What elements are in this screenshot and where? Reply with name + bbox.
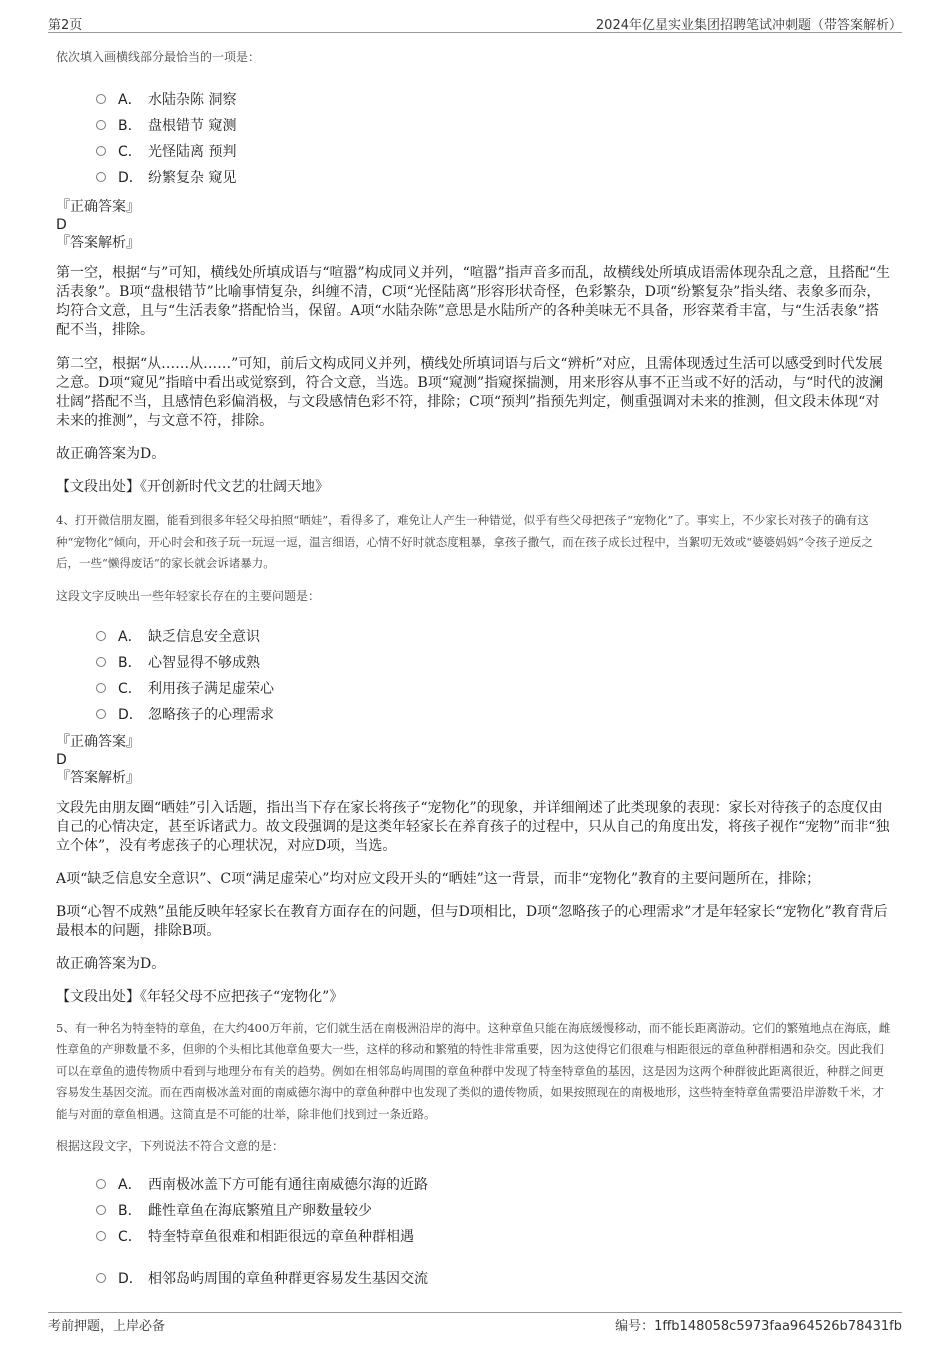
radio-icon[interactable]: [96, 120, 106, 130]
radio-icon[interactable]: [96, 631, 106, 641]
footer-note: 考前押题，上岸必备: [48, 1319, 166, 1334]
radio-icon[interactable]: [96, 709, 106, 719]
analysis-conclusion: 故正确答案为D。: [56, 446, 166, 462]
analysis-paragraph: 文段先由朋友圈“晒娃”引入话题，指出当下存在家长将孩子“宠物化”的现象，并详细阐述了此类现象的表现：家长对待孩子的态度仅由自己的心情决定，甚至诉诸武力。故文段强调的是这类年轻家长在养育孩子的过程中，只从自己的角度出发，将孩子视作“宠物”而非“独立个体”，没有考虑孩子的心理状况，对应D项，当选。: [56, 799, 890, 854]
answer-label: 『正确答案』: [56, 733, 140, 750]
page-header: [48, 12, 902, 33]
radio-icon[interactable]: [96, 683, 106, 693]
radio-icon[interactable]: [96, 1231, 106, 1241]
question-prompt: 这段文字反映出一些年轻家长存在的主要问题是：: [56, 588, 321, 603]
page-footer: [48, 1312, 902, 1333]
option-a[interactable]: A． 缺乏信息安全意识: [96, 623, 892, 649]
analysis-label: 『答案解析』: [56, 769, 140, 786]
option-d[interactable]: D． 纷繁复杂 窥见: [96, 164, 892, 190]
radio-icon[interactable]: [96, 172, 106, 182]
answer-label: 『正确答案』: [56, 199, 140, 215]
option-c[interactable]: C． 光怪陆离 预判: [96, 138, 892, 164]
option-b[interactable]: B． 心智显得不够成熟: [96, 649, 892, 675]
source-title: 《年轻父母不应把孩子“宠物化”》: [140, 988, 344, 1005]
question-prompt: 根据这段文字，下列说法不符合文意的是：: [56, 1139, 285, 1153]
source-line: 【文段出处】《年轻父母不应把孩子“宠物化”》: [56, 988, 344, 1005]
option-c[interactable]: C． 特奎特章鱼很难和相距很远的章鱼种群相遇: [96, 1223, 892, 1249]
radio-icon[interactable]: [96, 657, 106, 667]
analysis-conclusion: 故正确答案为D。: [56, 955, 166, 972]
question-prompt: 依次填入画横线部分最恰当的一项是：: [56, 50, 261, 64]
option-c[interactable]: C． 利用孩子满足虚荣心: [96, 675, 892, 701]
source-line: 【文段出处】《开创新时代文艺的壮阔天地》: [56, 479, 329, 495]
source-title: 《开创新时代文艺的壮阔天地》: [140, 479, 329, 495]
option-list: [96, 623, 892, 727]
option-a[interactable]: A． 西南极冰盖下方可能有通往南威德尔海的近路: [96, 1171, 892, 1197]
question-passage: 4、打开微信朋友圈，能看到很多年轻父母拍照“晒娃”，看得多了，难免让人产生一种错觉，似乎有些父母把孩子“宠物化”了。事实上，不少家长对孩子的确有这种“宠物化”倾向，开心时会和孩子玩一玩逗一逗，温言细语，心情不好时就态度粗暴，拿孩子撒气，而在孩子成长过程中，当絮叨无效或“婆婆妈妈”令孩子逆反之后，一些“懒得废话”的家长就会诉诸暴力。: [56, 513, 874, 570]
radio-icon[interactable]: [96, 146, 106, 156]
radio-icon[interactable]: [96, 94, 106, 104]
question-passage: 5、有一种名为特奎特的章鱼，在大约400万年前，它们就生活在南极洲沿岸的海中。这种章鱼只能在海底缓慢移动，而不能长距离游动。它们的繁殖地点在海底，雌性章鱼的产卵数量不多，但卵的个头相比其他章鱼要大一些，这样的移动和繁殖的特性非常重要，因为这使得它们很难与相距很远的章鱼种群相遇和杂交。因此我们可以在章鱼的遗传物质中看到与地理分布有关的趋势。例如在相邻岛屿周围的章鱼种群中发现了特奎特章鱼的基因，这是因为这两个种群彼此距离很近，种群之间更容易发生基因交流。而在西南极冰盖对面的南威德尔海中的章鱼种群中也发现了类似的遗传物质，如果按照现在的南极地形，这些特奎特章鱼需要沿岸游数千米，才能与对面的章鱼相遇。这简直是不可能的壮举，除非他们找到过一条近路。: [56, 1020, 891, 1121]
radio-icon[interactable]: [96, 1179, 106, 1189]
analysis-paragraph: B项“心智不成熟”虽能反映年轻家长在教育方面存在的问题，但与D项相比，D项“忽略孩子的心理需求”才是年轻家长“宠物化”教育背后最根本的问题，排除B项。: [56, 903, 888, 939]
radio-icon[interactable]: [96, 1205, 106, 1215]
option-list: [96, 86, 892, 190]
analysis-paragraph: 第一空，根据“与”可知，横线处所填成语与“喧嚣”构成同义并列，“喧嚣”指声音多而乱，故横线处所填成语需体现杂乱之意，且搭配“生活表象”。B项“盘根错节”比喻事情复杂，纠缠不清，C项“光怪陆离”形容形状奇怪，色彩繁杂，D项“纷繁复杂”指头绪、表象多而杂，均符合文意，且与“生活表象”搭配恰当，保留。A项“水陆杂陈”意思是水陆所产的各种美味无不具备，形容菜肴丰富，与“生活表象”搭配不当，排除。: [56, 265, 891, 338]
answer-value: D: [56, 751, 67, 768]
option-a[interactable]: A． 水陆杂陈 洞察: [96, 86, 892, 112]
page-content: [56, 40, 892, 1291]
option-b[interactable]: B． 盘根错节 窥测: [96, 112, 892, 138]
option-d[interactable]: D． 相邻岛屿周围的章鱼种群更容易发生基因交流: [96, 1265, 892, 1291]
page-number: 第2页: [48, 18, 83, 33]
document-title: 2024年亿星实业集团招聘笔试冲刺题（带答案解析）: [595, 18, 902, 33]
document-code: 编号：1ffb148058c5973faa964526b78431fb: [615, 1319, 902, 1334]
radio-icon[interactable]: [96, 1273, 106, 1283]
answer-value: D: [56, 217, 67, 233]
option-list: [96, 1171, 892, 1291]
option-d[interactable]: D． 忽略孩子的心理需求: [96, 701, 892, 727]
analysis-paragraph: 第二空，根据“从……从……”可知，前后文构成同义并列，横线处所填词语与后文“辨析”对应，且需体现透过生活可以感受到时代发展之意。D项“窥见”指暗中看出或觉察到，符合文意，当选。B项“窥测”指窥探揣测，用来形容从事不正当或不好的活动，与“时代的波澜壮阔”搭配不当，且感情色彩偏消极，与文段感情色彩不符，排除；C项“预判”指预先判定，侧重强调对未来的推测，但文段未体现“对未来的推测”，与文意不符，排除。: [56, 356, 884, 429]
analysis-label: 『答案解析』: [56, 235, 140, 251]
analysis-paragraph: A项“缺乏信息安全意识”、C项“满足虚荣心”均对应文段开头的“晒娃”这一背景，而非“宠物化”教育的主要问题所在，排除；: [56, 870, 821, 887]
option-b[interactable]: B． 雌性章鱼在海底繁殖且产卵数量较少: [96, 1197, 892, 1223]
